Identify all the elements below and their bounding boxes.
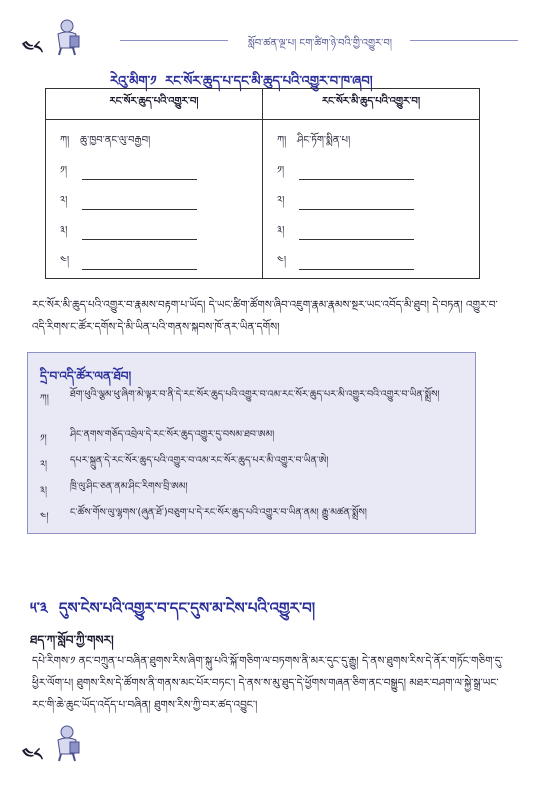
practice-item — [40, 387, 465, 414]
answer-blank-line[interactable] — [299, 197, 414, 210]
row-label: ༣། — [60, 225, 68, 236]
page-number-top: ༤༨ — [22, 38, 43, 58]
sub-heading: ཐད་ཀ་སློབ་ཀྱི་གསར། — [30, 633, 114, 647]
chapter-number: ༥་༣ — [30, 599, 48, 617]
table-row — [60, 188, 254, 218]
row-example-text: ཤིང་ཏོག་སྨིན་པ། — [297, 135, 351, 146]
practice-item-label: ༣། — [40, 485, 48, 496]
row-label: ༢། — [277, 195, 285, 206]
table-row — [60, 248, 254, 278]
practice-item — [40, 505, 465, 532]
row-label: ༣། — [277, 225, 285, 236]
table-row — [60, 158, 254, 188]
body-paragraph: རང་སོར་མི་ཆུད་པའི་འགྱུར་བ་རྣམས་བརྟག་པ་ཡོད། དེ་ཡང་ཚིག་ཚོགས་ཞིབ་འཇུག་རྣམ་རྣམས་སྔར་ཡང་འབོད་མི་ཐུབ། དེ་བཏན། འགྱུར་བ་འདི་རིགས་ང་ཚོར་དགོས་དེ་མི་ཡིན་པའི་གནས་སྐབས་ཁོ་ནར་ཡིན་དགོས། — [32, 299, 498, 333]
section-heading-number: རེའུ་མིག་༡ — [110, 74, 157, 89]
student-mascot-icon — [50, 18, 84, 56]
table-row — [60, 128, 254, 158]
practice-questions-box — [27, 352, 476, 534]
answer-blank-line[interactable] — [82, 257, 197, 270]
row-label: ཀ། — [277, 135, 287, 146]
row-example-text: ཆུ་ཁྱབ་ནང་ལུ་བརྒྱབ། — [80, 135, 151, 146]
practice-item-text: ང་ཚོས་གོས་ལུ་ལྷགས་(ཞུན་ཐོ་)བཅུག་པ་དེ་རང་སོར་ཆུད་པའི་འགྱུར་བ་ཡིན་ནམ། རྒྱུ་མཚན་སྨྲོས། — [70, 507, 367, 518]
table-row — [277, 248, 471, 278]
practice-item — [40, 479, 465, 506]
practice-item-label: ཀ། — [40, 393, 49, 404]
row-label: ༡། — [60, 165, 68, 176]
header-rule-left — [120, 40, 228, 41]
practice-item-text: དཔར་སྐྲུན་དེ་རང་སོར་ཆུད་པའི་འགྱུར་བ་འམ་རང་སོར་ཆུད་པར་མི་འགྱུར་བ་ཡིན་ཨེ། — [70, 455, 329, 466]
table-row — [277, 188, 471, 218]
page-number-bottom: ༤༨ — [22, 745, 43, 765]
header-rule-right — [410, 40, 518, 41]
row-label: ༤། — [60, 255, 70, 266]
answer-blank-line[interactable] — [82, 167, 197, 180]
answer-blank-line[interactable] — [299, 227, 414, 240]
answer-blank-line[interactable] — [82, 227, 197, 240]
chapter-title: དུས་ངེས་པའི་འགྱུར་བ་དང་དུས་མ་ངེས་པའི་འགྱུར་བ། — [58, 599, 316, 617]
answer-blank-line[interactable] — [82, 197, 197, 210]
row-label: ༡། — [277, 165, 285, 176]
table-row — [277, 218, 471, 248]
table-row — [60, 218, 254, 248]
table-row — [277, 128, 471, 158]
section-heading-text: རང་སོར་ཆུད་པ་དང་མི་ཆུད་པའི་འགྱུར་བ་ཁ་ཞབ། — [165, 74, 373, 89]
answer-blank-line[interactable] — [299, 167, 414, 180]
practice-item — [40, 453, 465, 480]
practice-heading: དྲི་བ་འདི་ཚོར་ལན་ཐོབ། — [40, 369, 132, 383]
table-column-irreversible — [263, 120, 480, 279]
answer-blank-line[interactable] — [299, 257, 414, 270]
practice-item-text: ཁྲི་ལུ་ཤིང་ཅན་ནམ་ཤིང་རིགས་བྲི་ཨམ། — [70, 481, 188, 492]
practice-item-text: ཐོག་ཕུའི་ལྕམ་ཕུ་ཞིག་མེ་ལྟར་བ་ནི་དེ་རང་སོར་ཆུད་པའི་འགྱུར་བ་འམ་རང་སོར་ཆུད་པར་མི་འགྱུར་བའི་འགྱུར་བ་ཡིན་སྨྲོས། — [70, 389, 440, 400]
header-title: སློབ་ཚན་ལྔ་པ། ངག་ཚིག་ཉེ་བའི་གྱི་འགྱུར་བ། — [248, 38, 392, 49]
body-paragraph: དཔེ་རིགས་༡ ནང་བཀྲུན་པ་བཞིན་ཐུགས་རིས་ཞིག་སྐུ་པའི་སྐོ་གཅིག་ལ་བཏགས་ནི་མར་དུང་དུ་རྒྱུ། དེ་ནས་ཐུགས་རིས་དེ་ནོར་གཏོང་གཅིག་དུ་ཕྱིར་ལོག་པ། ཐུགས་རིས་དེ་ཚོགས་ནི་གནས་མང་པོར་བཏང་། དེ་ནས་ས་མུ་ཐུད་དེ་ཕྱོགས་གཞན་ཅིག་ནང་བསྒྱུད། མཐར་བཤག་ལ་སྐྱེ་སྒྲ་ཡང་རང་གི་ཆེ་ཆུང་ཡོད་འདོད་པ་བཞིན། ཐུགས་རིས་ཀྱི་བར་ཚད་འབྱུང་། — [32, 655, 503, 711]
table-row — [277, 158, 471, 188]
row-label: ༤། — [277, 255, 287, 266]
table-header-reversible: རང་སོར་ཆུད་པའི་འགྱུར་བ། — [46, 89, 263, 120]
practice-item-label: ༡། — [40, 433, 47, 444]
practice-item-label: ༤། — [40, 511, 49, 522]
student-mascot-icon — [50, 724, 84, 762]
comparison-table — [45, 88, 480, 279]
row-label: ཀ། — [60, 135, 70, 146]
row-label: ༢། — [60, 195, 68, 206]
table-column-reversible — [46, 120, 263, 279]
practice-item-label: ༢། — [40, 459, 48, 470]
practice-item — [40, 427, 465, 454]
table-header-irreversible: རང་སོར་མི་ཆུད་པའི་འགྱུར་བ། — [263, 89, 480, 120]
practice-item-text: ཤིང་ནགས་གཅོད་འབྲེལ་དེ་རང་སོར་ཆུད་འགྱུར་དུ་བསམ་ཐབ་ཨམ། — [70, 429, 275, 440]
